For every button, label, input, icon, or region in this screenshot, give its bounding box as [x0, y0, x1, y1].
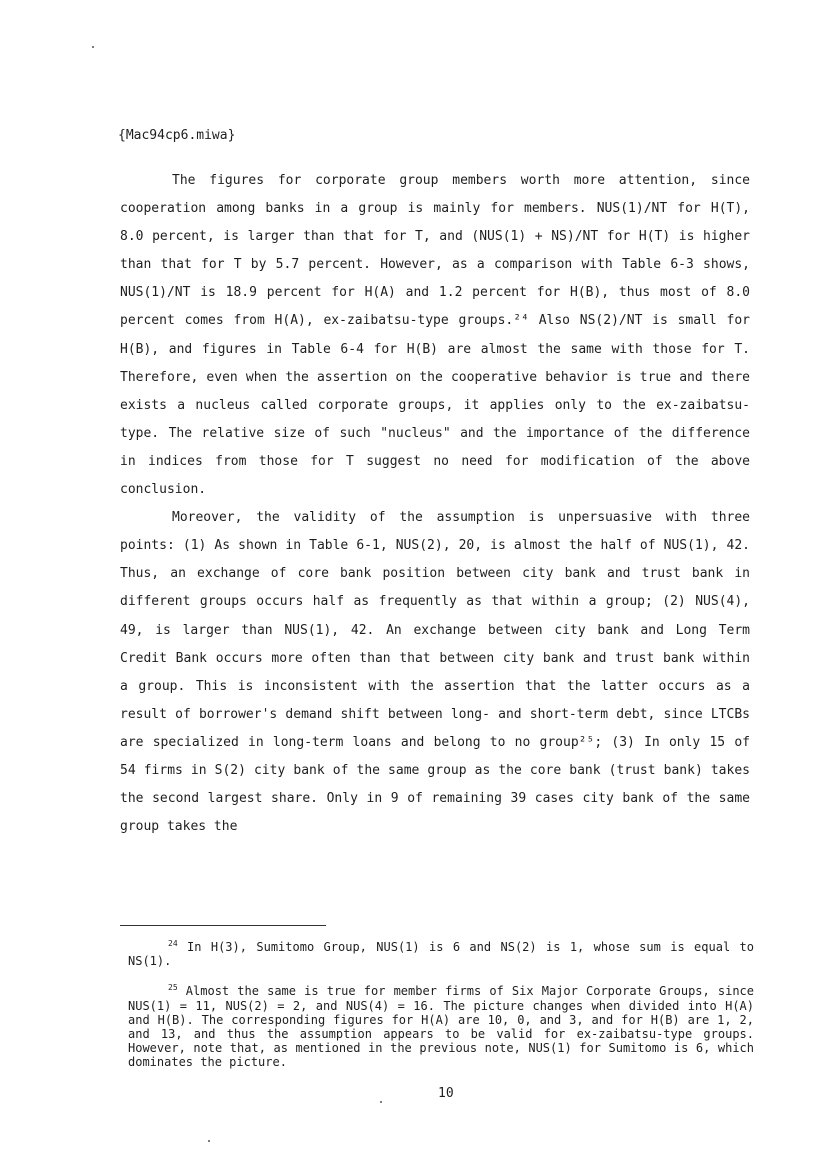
footnotes — [128, 937, 754, 1083]
footnote-mark: 25 — [168, 983, 178, 993]
footnote-text: In H(3), Sumitomo Group, NUS(1) is 6 and NS(2) is 1, whose sum is equal to NS(1). — [128, 940, 754, 969]
paragraph: The figures for corporate group members worth more attention, since cooperation among banks in a group is mainly for members. NUS(1)/NT for H(T), 8.0 percent, is larger than that for T, and (NUS(1) + NS)/NT for H(T) is higher than that for T by 5.7 percent. However, as a comparison with Table 6-3 shows, NUS(1)/NT is 18.9 percent for H(A) and 1.2 percent for H(B), thus most of 8.0 percent comes from H(A), ex-zaibatsu-type groups.²⁴ Also NS(2)/NT is small for H(B), and figures in Table 6-4 for H(B) are almost the same with those for T. Therefore, even when the assertion on the cooperative behavior is true and there exists a nucleus called corporate groups, it applies only to the ex-zaibatsu-type. The relative size of such "nucleus" and the importance of the difference in indices from those for T suggest no need for modification of the above conclusion. — [120, 173, 750, 498]
footnote — [128, 981, 754, 1069]
footnote-divider — [120, 925, 326, 926]
paragraph: Moreover, the validity of the assumption is unpersuasive with three points: (1) As shown in Table 6-1, NUS(2), 20, is almost the half of NUS(1), 42. Thus, an exchange of core bank position between city bank and trust bank in different groups occurs half as frequently as that within a group; (2) NUS(4), 49, is larger than NUS(1), 42. An exchange between city bank and Long Term Credit Bank occurs more often than that between city bank and trust bank within a group. This is inconsistent with the assertion that the latter occurs as a result of borrower's demand shift between long- and short-term debt, since LTCBs are specialized in long-term loans and belong to no group²⁵; (3) In only 15 of 54 firms in S(2) city bank of the same group as the core bank (trust bank) takes the second largest share. Only in 9 of remaining 39 cases city bank of the same group takes the — [120, 510, 750, 835]
footnote — [128, 937, 754, 968]
page-number: 10 — [438, 1086, 454, 1101]
scan-speck — [208, 1140, 210, 1142]
scan-speck — [380, 1101, 382, 1103]
footnote-mark: 24 — [168, 939, 178, 948]
scan-speck — [92, 46, 94, 48]
body-text — [120, 167, 750, 841]
file-reference: {Mac94cp6.miwa} — [118, 128, 236, 143]
footnote-text: Almost the same is true for member firms of Six Major Corporate Groups, since NUS(1) = 11, NUS(2) = 2, and NUS(4) = 16. The picture changes when divided into H(A) and H(B). The corresponding figures for H(A) are 10, 0, and 3, and for H(B) are 1, 2, and 13, and thus the assumption appears to be valid for ex-zaibatsu-type groups. However, note that, as mentioned in the previous note, NUS(1) for Sumitomo is 6, which dominates the picture. — [128, 984, 755, 1070]
